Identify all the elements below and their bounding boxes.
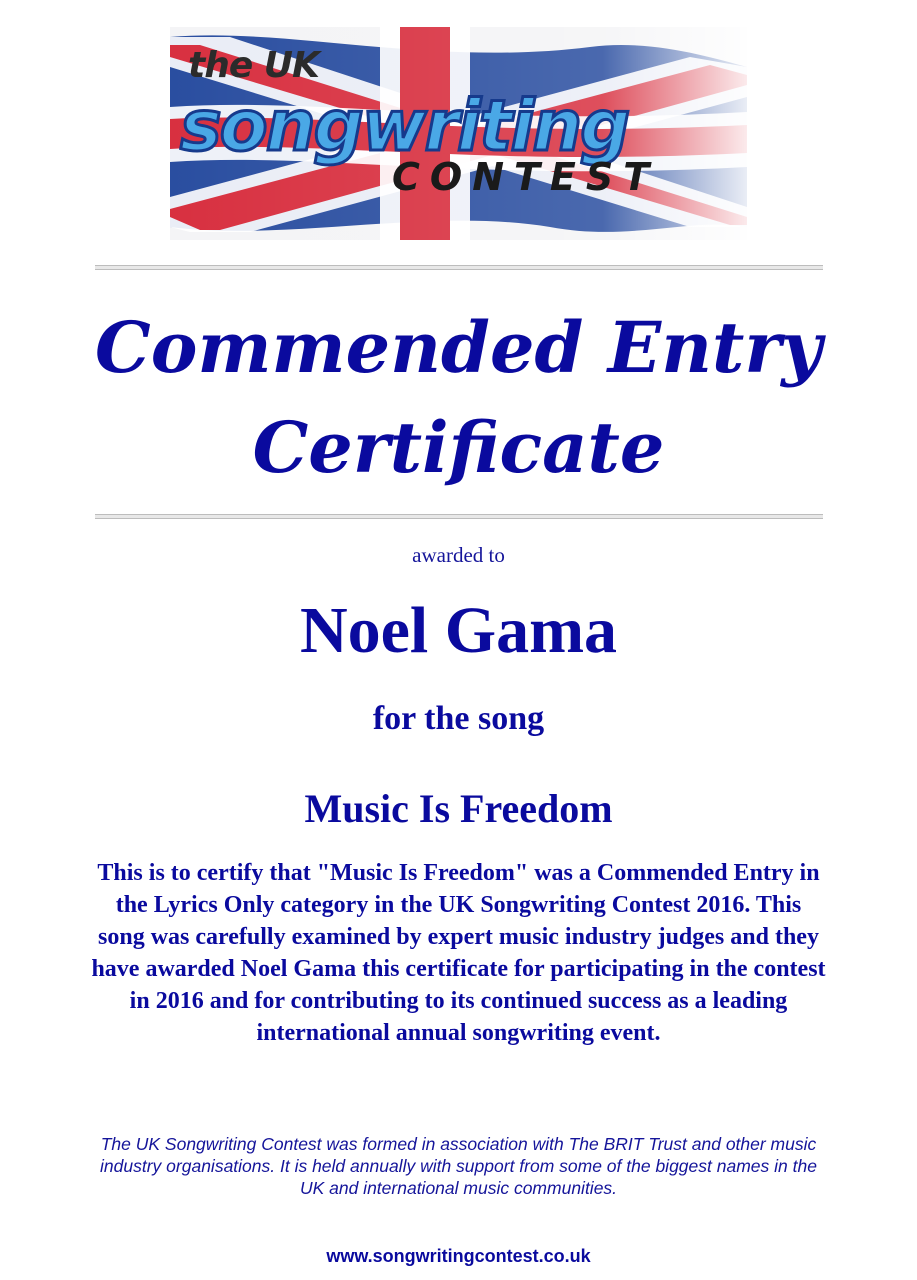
logo-songwriting-text: songwriting: [180, 85, 629, 167]
website-link[interactable]: www.songwritingcontest.co.uk: [326, 1246, 591, 1266]
title-line-1: Commended Entry: [95, 306, 822, 389]
song-title: Music Is Freedom: [304, 786, 613, 831]
title-line-2: Certificate: [252, 406, 665, 489]
for-the-song-label: for the song: [372, 700, 545, 737]
certificate-title: [40, 298, 877, 498]
contest-logo: [170, 27, 747, 240]
bottom-divider: [95, 514, 823, 519]
top-divider: [95, 265, 823, 270]
logo-contest-text: CONTEST: [392, 155, 660, 199]
logo-the-uk-text: the UK: [188, 45, 319, 86]
awarded-to-label: awarded to: [412, 543, 505, 567]
certification-text: This is to certify that "Music Is Freedom" was a Commended Entry in the Lyrics Only category in the UK Songwriting Contest 2016. This song was carefully examined by expert music industry judges and they have awarded Noel Gama this certificate for participating in the contest in 2016 and for contributing to its continued success as a leading international annual songwriting event.: [91, 860, 826, 1046]
recipient-name: Noel Gama: [299, 594, 618, 667]
contest-footnote: The UK Songwriting Contest was formed in association with The BRIT Trust and other music industry organisations. It is held annually with support from some of the biggest names in the UK and international music communities.: [100, 1134, 817, 1198]
